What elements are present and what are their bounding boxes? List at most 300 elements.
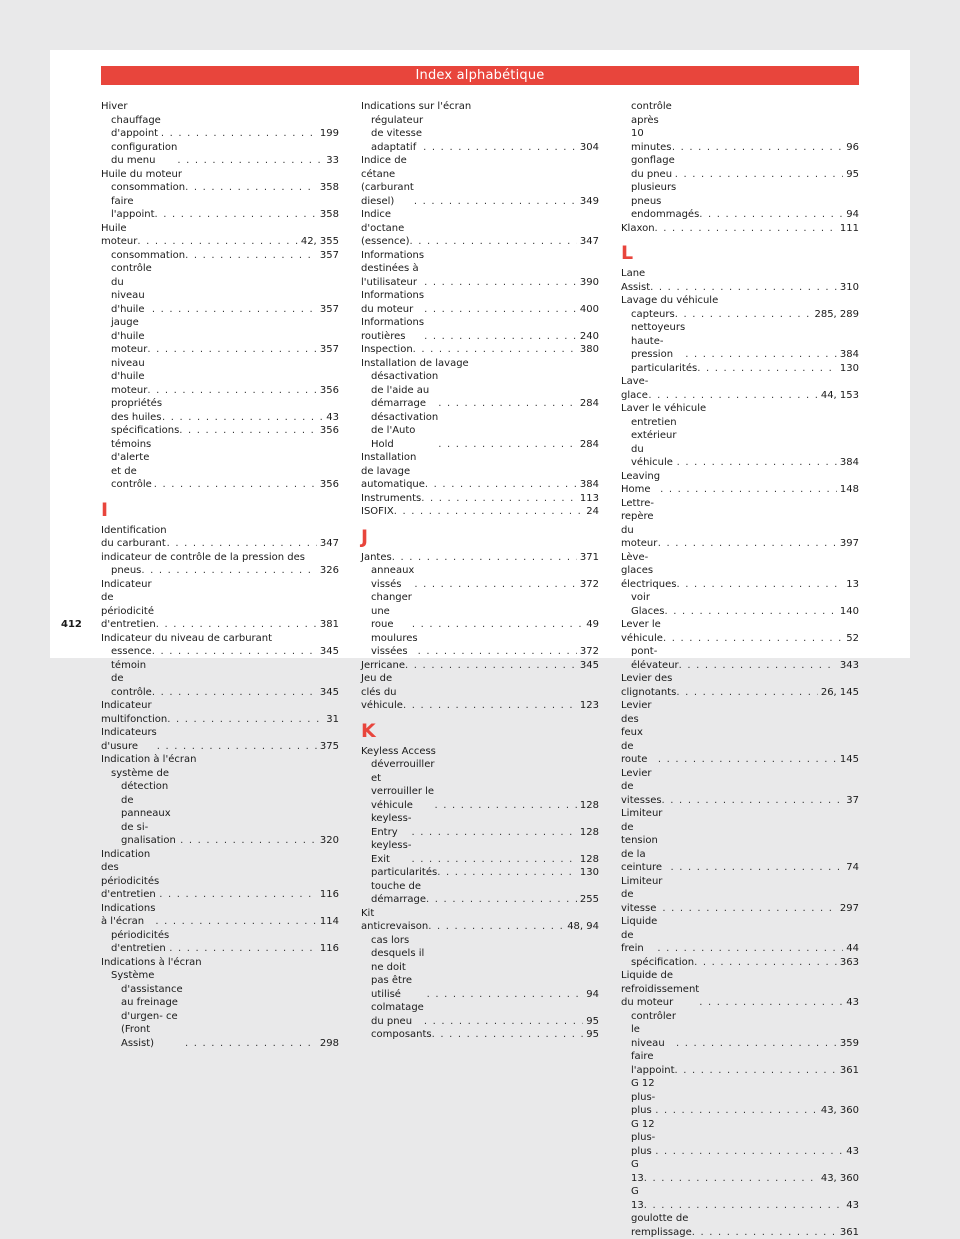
index-page-ref: 356 — [317, 384, 339, 398]
dot-leader — [676, 686, 817, 700]
index-entry — [621, 699, 859, 767]
index-term: nettoyeurs haute-pression — [631, 321, 685, 362]
index-subentry — [101, 195, 339, 222]
index-subentry — [621, 1185, 859, 1212]
dot-leader — [167, 713, 323, 727]
index-page-ref: 148 — [837, 483, 859, 497]
index-subentry — [361, 591, 599, 632]
index-term: Installation de lavage — [361, 357, 469, 371]
index-page-ref: 123 — [577, 699, 599, 713]
index-page-ref: 326 — [317, 564, 339, 578]
index-entry — [621, 807, 859, 875]
index-term: Klaxon — [621, 222, 655, 236]
index-page-ref: 297 — [837, 902, 859, 916]
index-page-ref: 43, 360 — [818, 1104, 859, 1118]
index-page-ref: 95 — [843, 168, 859, 182]
index-term: spécifications — [111, 424, 179, 438]
index-subentry — [101, 424, 339, 438]
index-subentry — [101, 767, 339, 848]
index-term: Liquide de frein — [621, 915, 657, 956]
index-term: changer une roue — [371, 591, 412, 632]
index-page-ref: 43 — [323, 411, 339, 425]
dot-leader — [658, 753, 837, 767]
dot-leader — [411, 853, 576, 867]
index-column-1 — [101, 100, 339, 1050]
index-page-ref: 44, 153 — [818, 389, 859, 403]
index-page-ref: 380 — [577, 343, 599, 357]
index-letter-heading: L — [621, 242, 859, 264]
index-entry — [361, 208, 599, 249]
dot-leader — [185, 181, 317, 195]
index-term: entretien extérieur du véhicule — [631, 416, 677, 470]
dot-leader — [425, 478, 577, 492]
dot-leader — [648, 389, 817, 403]
index-term: goulotte de remplissage — [631, 1212, 692, 1239]
index-page-ref: 384 — [837, 348, 859, 362]
index-subentry — [621, 154, 859, 181]
index-page-ref: 372 — [577, 645, 599, 659]
dot-leader — [161, 127, 317, 141]
index-page-ref: 356 — [317, 424, 339, 438]
index-subentry — [621, 416, 859, 470]
index-column-3 — [621, 100, 859, 1239]
index-page-ref: 37 — [843, 794, 859, 808]
index-subentry — [361, 1001, 599, 1028]
index-entry — [621, 470, 859, 497]
index-page-ref: 310 — [837, 281, 859, 295]
index-term: Hiver — [101, 100, 127, 114]
index-term: Lever le véhicule — [621, 618, 663, 645]
dot-leader — [147, 343, 317, 357]
index-page-ref: 95 — [583, 1015, 599, 1029]
index-term: Jeu de clés du véhicule — [361, 672, 403, 713]
index-term: Levier de vitesses — [621, 767, 662, 808]
index-term: G 12 plus-plus — [631, 1077, 655, 1118]
dot-leader — [141, 564, 317, 578]
index-entry — [361, 659, 599, 673]
index-page-ref: 359 — [837, 1037, 859, 1051]
index-page-ref: 357 — [317, 343, 339, 357]
dot-leader — [650, 281, 837, 295]
index-page-ref: 114 — [317, 915, 339, 929]
index-page-ref: 116 — [317, 942, 339, 956]
index-entry — [361, 451, 599, 492]
dot-leader — [432, 1028, 584, 1042]
index-term: régulateur de vitesse adaptatif — [371, 114, 423, 155]
index-term: Lavage du véhicule — [621, 294, 718, 308]
index-page-ref: 43 — [843, 996, 859, 1010]
dot-leader — [185, 249, 317, 263]
index-page-ref: 26, 145 — [818, 686, 859, 700]
index-term: touche de démarrage — [371, 880, 426, 907]
index-term: Huile du moteur — [101, 168, 182, 182]
index-subentry — [361, 812, 599, 839]
index-term: keyless-Exit — [371, 839, 411, 866]
index-page-ref: 345 — [577, 659, 599, 673]
dot-leader — [412, 618, 583, 632]
dot-leader — [438, 397, 577, 411]
index-entry — [621, 497, 859, 551]
dot-leader — [414, 578, 577, 592]
index-entry — [621, 267, 859, 294]
index-page-ref: 43 — [843, 1145, 859, 1159]
index-entry — [621, 767, 859, 808]
index-subentry — [361, 866, 599, 880]
index-page-ref: 96 — [843, 141, 859, 155]
index-page-ref: 13 — [843, 578, 859, 592]
index-subentry — [621, 645, 859, 672]
index-page-ref: 48, 94 — [564, 920, 599, 934]
index-term: Indicateur multifonction — [101, 699, 167, 726]
index-subentry — [101, 969, 339, 1050]
index-page-ref: 116 — [317, 888, 339, 902]
dot-leader — [411, 826, 576, 840]
index-entry — [101, 956, 339, 970]
index-page-ref: 349 — [577, 195, 599, 209]
index-term: Indicateur de périodicité d'entretien — [101, 578, 156, 632]
index-term: Indications sur l'écran — [361, 100, 471, 114]
index-entry — [621, 402, 859, 416]
index-term: Laver le véhicule — [621, 402, 706, 416]
index-term: Installation de lavage automatique — [361, 451, 425, 492]
index-page-ref: 361 — [837, 1064, 859, 1078]
dot-leader — [424, 1015, 583, 1029]
dot-leader — [424, 330, 577, 344]
dot-leader — [662, 794, 844, 808]
index-subentry — [101, 114, 339, 141]
index-term: contrôler le niveau — [631, 1010, 676, 1051]
index-term: déverrouiller et verrouiller le véhicule — [371, 758, 434, 812]
index-entry — [361, 672, 599, 713]
index-term: Limiteur de tension de la ceinture — [621, 807, 670, 875]
index-page-ref: 358 — [317, 208, 339, 222]
index-entry — [621, 672, 859, 699]
index-page-ref: 31 — [323, 713, 339, 727]
index-term: témoins d'alerte et de contrôle — [111, 438, 154, 492]
index-term: Lettre-repère du moteur — [621, 497, 658, 551]
dot-leader — [426, 893, 577, 907]
index-page-ref: 240 — [577, 330, 599, 344]
dot-leader — [405, 659, 577, 673]
dot-leader — [662, 902, 837, 916]
index-term: Jerricane — [361, 659, 405, 673]
index-term: Levier des feux de route — [621, 699, 658, 767]
index-term: gonflage du pneu — [631, 154, 675, 181]
index-entry — [101, 902, 339, 929]
dot-leader — [423, 141, 577, 155]
index-page-ref: 113 — [577, 492, 599, 506]
index-term: chauffage d'appoint — [111, 114, 161, 141]
index-page-ref: 43, 360 — [818, 1172, 859, 1186]
index-term: G 12 plus-plus — [631, 1118, 655, 1159]
index-term: consommation — [111, 181, 185, 195]
index-term: pneus — [111, 564, 141, 578]
dot-leader — [427, 988, 584, 1002]
index-term: keyless-Entry — [371, 812, 411, 839]
dot-leader — [658, 537, 837, 551]
index-term: Liquide de refroidissement du moteur — [621, 969, 699, 1010]
index-term: Indicateurs d'usure — [101, 726, 157, 753]
index-entry — [101, 551, 339, 565]
index-entry — [621, 969, 859, 1010]
index-page-ref: 284 — [577, 397, 599, 411]
dot-leader — [392, 551, 577, 565]
index-term: essence — [111, 645, 152, 659]
index-page-ref: 371 — [577, 551, 599, 565]
index-subentry — [361, 1028, 599, 1042]
index-entry — [621, 915, 859, 956]
dot-leader — [185, 1037, 317, 1051]
dot-leader — [438, 438, 577, 452]
index-page-ref: 347 — [317, 537, 339, 551]
index-subentry — [621, 1050, 859, 1077]
dot-leader — [428, 920, 564, 934]
dot-leader — [159, 888, 317, 902]
index-subentry — [361, 880, 599, 907]
index-term: Indicateur du niveau de carburant — [101, 632, 272, 646]
dot-leader — [697, 362, 837, 376]
index-letter-heading: I — [101, 499, 339, 521]
index-entry — [361, 357, 599, 371]
index-entry — [361, 100, 599, 114]
dot-leader — [675, 168, 844, 182]
index-page-ref: 140 — [837, 605, 859, 619]
dot-leader — [657, 942, 843, 956]
index-entry — [361, 343, 599, 357]
index-page-ref: 363 — [837, 956, 859, 970]
dot-leader — [157, 740, 317, 754]
index-subentry — [101, 141, 339, 168]
index-term: composants — [371, 1028, 432, 1042]
index-letter-heading: K — [361, 720, 599, 742]
index-page-ref: 347 — [577, 235, 599, 249]
index-page-ref: 357 — [317, 249, 339, 263]
index-entry — [621, 222, 859, 236]
dot-leader — [156, 618, 317, 632]
index-page-ref: 384 — [837, 456, 859, 470]
index-subentry — [621, 181, 859, 222]
index-term: témoin de contrôle — [111, 659, 152, 700]
index-entry — [361, 907, 599, 934]
index-entry — [621, 551, 859, 592]
index-page-ref: 52 — [843, 632, 859, 646]
index-subentry — [101, 438, 339, 492]
dot-leader — [675, 308, 812, 322]
dot-leader — [672, 141, 843, 155]
index-page-ref: 24 — [583, 505, 599, 519]
index-term: G 13 — [631, 1185, 644, 1212]
dot-leader — [670, 861, 843, 875]
index-term: contrôle après 10 minutes — [631, 100, 672, 154]
dot-leader — [675, 1064, 837, 1078]
index-term: contrôle du niveau d'huile — [111, 262, 152, 316]
index-subentry — [101, 929, 339, 956]
index-term: particularités — [371, 866, 437, 880]
index-page-ref: 345 — [317, 686, 339, 700]
index-subentry — [101, 181, 339, 195]
index-page-ref: 128 — [577, 799, 599, 813]
dot-leader — [644, 1199, 844, 1213]
index-term: Jantes — [361, 551, 392, 565]
dot-leader — [152, 645, 317, 659]
index-page-ref: 397 — [837, 537, 859, 551]
index-entry — [621, 875, 859, 916]
index-term: Indice de cétane (carburant diesel) — [361, 154, 414, 208]
index-entry — [101, 100, 339, 114]
index-subentry — [101, 262, 339, 316]
dot-leader — [179, 424, 317, 438]
index-entry — [361, 154, 599, 208]
dot-leader — [663, 632, 843, 646]
index-letter-heading: J — [361, 526, 599, 548]
index-term: faire l'appoint — [631, 1050, 675, 1077]
index-term: moulures vissées — [371, 632, 418, 659]
dot-leader — [655, 1145, 843, 1159]
index-entry — [361, 492, 599, 506]
index-entry — [101, 632, 339, 646]
index-entry — [621, 294, 859, 308]
index-subentry — [621, 100, 859, 154]
dot-leader — [137, 235, 297, 249]
index-subentry — [361, 632, 599, 659]
index-subentry — [361, 411, 599, 452]
index-subentry — [621, 321, 859, 362]
dot-leader — [660, 483, 837, 497]
index-term: particularités — [631, 362, 697, 376]
index-page-ref: 320 — [317, 834, 339, 848]
dot-leader — [679, 659, 837, 673]
index-column-2 — [361, 100, 599, 1042]
dot-leader — [413, 343, 577, 357]
dot-leader — [403, 699, 577, 713]
index-entry — [101, 726, 339, 753]
dot-leader — [424, 276, 577, 290]
dot-leader — [437, 866, 577, 880]
index-term: consommation — [111, 249, 185, 263]
dot-leader — [421, 492, 577, 506]
index-term: cas lors desquels il ne doit pas être utilisé — [371, 934, 427, 1002]
index-page-ref: 95 — [583, 1028, 599, 1042]
index-page-ref: 145 — [837, 753, 859, 767]
index-term: système de détection de panneaux de si- gnalisation — [111, 767, 180, 848]
index-page-ref: 42, 355 — [298, 235, 339, 249]
index-entry — [101, 578, 339, 632]
index-subentry — [101, 397, 339, 424]
index-subentry — [621, 1077, 859, 1118]
index-entry — [101, 753, 339, 767]
dot-leader — [177, 154, 323, 168]
dot-leader — [434, 799, 576, 813]
index-page-ref: 43 — [843, 1199, 859, 1213]
index-term: désactivation de l'Auto Hold — [371, 411, 438, 452]
index-term: Indications à l'écran — [101, 956, 202, 970]
index-term: Identification du carburant — [101, 524, 167, 551]
index-entry — [361, 745, 599, 759]
page-number: 412 — [61, 619, 82, 630]
index-term: Indication des périodicités d'entretien — [101, 848, 159, 902]
index-term: voir Glaces — [631, 591, 665, 618]
index-term: jauge d'huile moteur — [111, 316, 147, 357]
index-term: Informations destinées à l'utilisateur — [361, 249, 424, 290]
index-term: Lève-glaces électriques — [621, 551, 676, 592]
index-entry — [101, 168, 339, 182]
index-subentry — [621, 308, 859, 322]
index-term: Limiteur de vitesse — [621, 875, 662, 916]
index-term: pont-élévateur — [631, 645, 679, 672]
dot-leader — [394, 505, 584, 519]
dot-leader — [418, 645, 577, 659]
index-term: Leaving Home — [621, 470, 660, 497]
index-term: spécification — [631, 956, 694, 970]
index-term: faire l'appoint — [111, 195, 155, 222]
page-header: Index alphabétique — [101, 66, 859, 85]
index-page-ref: 74 — [843, 861, 859, 875]
index-page-ref: 130 — [577, 866, 599, 880]
index-page-ref: 358 — [317, 181, 339, 195]
index-page-ref: 361 — [837, 1226, 859, 1239]
dot-leader — [699, 996, 843, 1010]
dot-leader — [665, 605, 837, 619]
index-page-ref: 111 — [837, 222, 859, 236]
index-page-ref: 345 — [317, 645, 339, 659]
index-subentry — [361, 758, 599, 812]
dot-leader — [677, 456, 837, 470]
index-term: indicateur de contrôle de la pression des — [101, 551, 305, 565]
index-entry — [361, 551, 599, 565]
dot-leader — [685, 348, 837, 362]
index-subentry — [361, 370, 599, 411]
index-subentry — [361, 934, 599, 1002]
index-page-ref: 94 — [843, 208, 859, 222]
index-term: Instruments — [361, 492, 421, 506]
index-subentry — [621, 1158, 859, 1185]
index-page-ref: 94 — [583, 988, 599, 1002]
dot-leader — [699, 208, 843, 222]
dot-leader — [154, 478, 317, 492]
index-term: Indication à l'écran — [101, 753, 196, 767]
index-page-ref: 375 — [317, 740, 339, 754]
index-page-ref: 128 — [577, 853, 599, 867]
index-entry — [361, 505, 599, 519]
index-entry — [101, 524, 339, 551]
index-page-ref: 381 — [317, 618, 339, 632]
index-subentry — [621, 1118, 859, 1159]
index-subentry — [361, 564, 599, 591]
dot-leader — [152, 686, 317, 700]
index-subentry — [101, 645, 339, 659]
index-term: anneaux vissés — [371, 564, 414, 591]
dot-leader — [644, 1172, 818, 1186]
dot-leader — [694, 956, 837, 970]
index-entry — [101, 848, 339, 902]
index-page-ref: 49 — [583, 618, 599, 632]
dot-leader — [180, 834, 317, 848]
index-entry — [621, 375, 859, 402]
index-page-ref: 44 — [843, 942, 859, 956]
index-subentry — [621, 362, 859, 376]
index-term: Levier des clignotants — [621, 672, 676, 699]
index-page-ref: 372 — [577, 578, 599, 592]
index-term: Système d'assistance au freinage d'urgen- ce (Front Assist) — [111, 969, 185, 1050]
index-term: configuration du menu — [111, 141, 177, 168]
index-subentry — [361, 114, 599, 155]
index-term: périodicités d'entretien — [111, 929, 169, 956]
index-term: Lane Assist — [621, 267, 650, 294]
index-subentry — [621, 1010, 859, 1051]
index-page-ref: 285, 289 — [811, 308, 859, 322]
index-page-ref: 284 — [577, 438, 599, 452]
index-subentry — [101, 659, 339, 700]
